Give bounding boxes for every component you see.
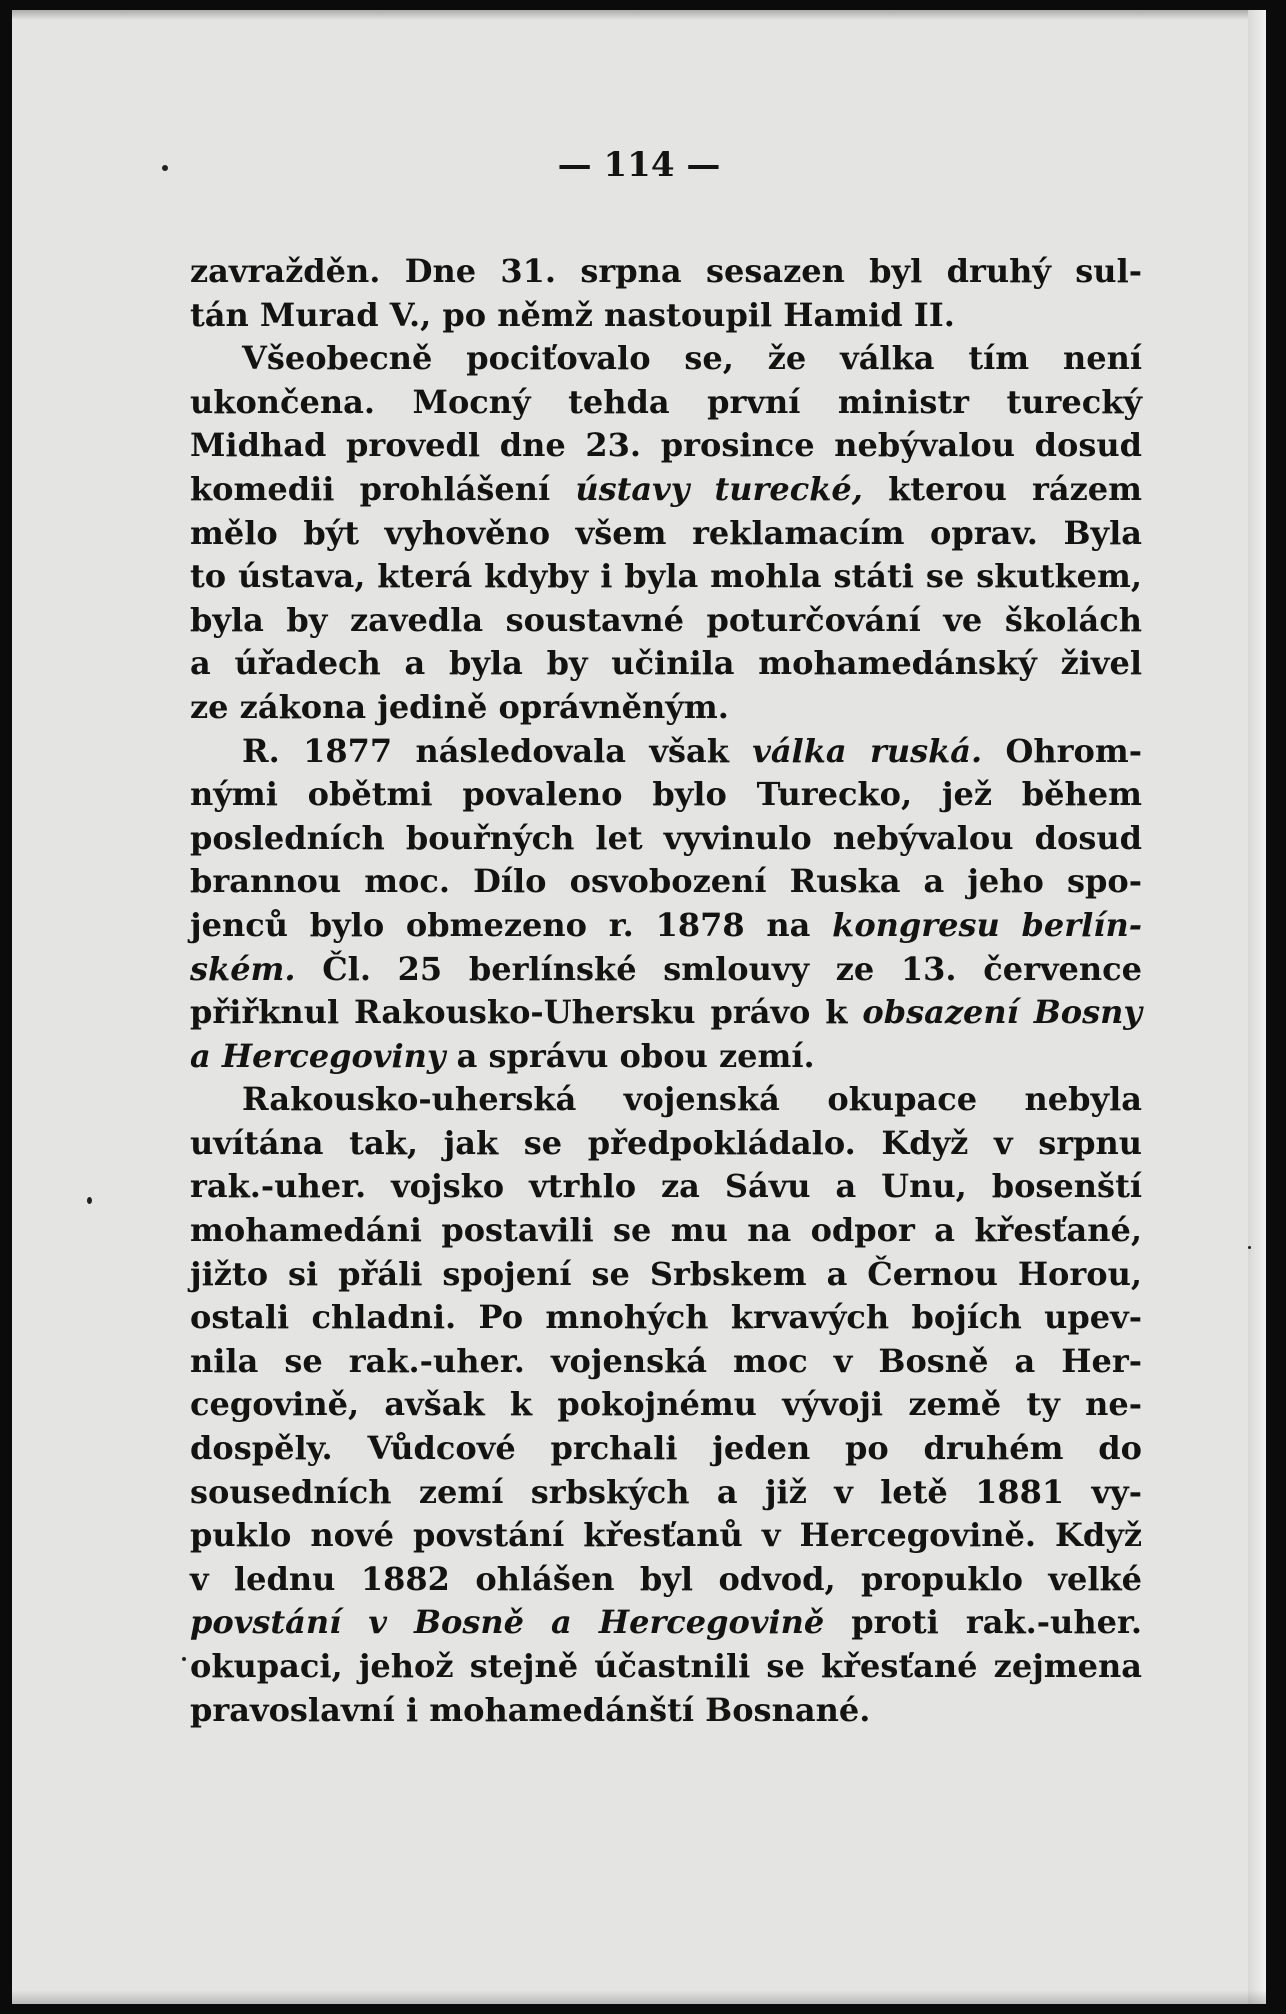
- text-line: [190, 337, 1142, 381]
- text-line: [190, 686, 1142, 730]
- text-segment: Všeobecně pociťovalo se, že válka tím není: [242, 339, 1142, 378]
- italic-text: kongresu berlín-: [832, 905, 1143, 944]
- body-text: [190, 250, 1142, 1732]
- text-line: [190, 468, 1142, 512]
- text-line: [190, 250, 1142, 294]
- italic-text: válka ruská.: [752, 731, 983, 770]
- text-segment: cegovině, avšak k pokojnému vývoji země ty ne-: [190, 1385, 1142, 1424]
- text-line: [190, 817, 1142, 861]
- text-line: [190, 1427, 1142, 1471]
- text-segment: pravoslavní i mohamedánští Bosnané.: [190, 1690, 871, 1729]
- text-segment: byla by zavedla soustavné poturčování ve školách: [190, 600, 1142, 639]
- text-segment: puklo nové povstání křesťanů v Hercegovině. Když: [190, 1516, 1142, 1555]
- text-segment: tán Murad V., po němž nastoupil Hamid II.: [190, 295, 955, 334]
- text-line: [190, 1601, 1142, 1645]
- text-segment: sousedních zemí srbských a již v letě 1881 vy-: [190, 1472, 1142, 1511]
- text-line: [190, 381, 1142, 425]
- text-segment: Ohrom-: [982, 731, 1142, 770]
- text-line: [190, 773, 1142, 817]
- text-segment: komedii prohlášení: [190, 469, 576, 508]
- text-segment: zavražděn. Dne 31. srpna sesazen byl druhý sul-: [190, 252, 1142, 290]
- text-line: [190, 1035, 1142, 1079]
- text-segment: okupaci, jehož stejně účastnili se křesťané zejmena: [190, 1647, 1142, 1685]
- bottom-edge-shadow: [12, 1990, 1266, 2004]
- text-line: [190, 904, 1142, 948]
- text-line: [190, 1645, 1142, 1689]
- text-line: [190, 860, 1142, 904]
- text-segment: jenců bylo obmezeno r. 1878 na: [190, 905, 833, 944]
- text-line: [190, 1340, 1142, 1384]
- text-segment: ukončena. Mocný tehda první ministr turecký: [190, 382, 1142, 421]
- text-line: [190, 1122, 1142, 1166]
- text-line: [190, 948, 1142, 992]
- text-line: [190, 1209, 1142, 1253]
- text-segment: kterou rázem: [862, 469, 1143, 508]
- italic-text: povstání v Bosně a Hercegovině: [190, 1603, 825, 1642]
- text-segment: rak.-uher. vojsko vtrhlo za Sávu a Unu, bosenští: [190, 1167, 1142, 1206]
- italic-text: a Hercegoviny: [190, 1036, 446, 1075]
- text-line: [190, 1296, 1142, 1340]
- text-line: [190, 642, 1142, 686]
- text-line: [190, 424, 1142, 468]
- text-line: [190, 1165, 1142, 1209]
- text-line: [190, 1471, 1142, 1515]
- italic-text: obsazení Bosny: [862, 993, 1143, 1032]
- text-line: [190, 1514, 1142, 1558]
- text-segment: nými obětmi povaleno bylo Turecko, jež během: [190, 775, 1142, 814]
- text-line: [190, 730, 1142, 774]
- text-line: [190, 294, 1142, 338]
- text-segment: mohamedáni postavili se mu na odpor a křesťané,: [190, 1211, 1142, 1250]
- text-segment: a úřadech a byla by učinila mohamedánský živel: [190, 644, 1142, 683]
- text-line: [190, 599, 1142, 643]
- text-segment: brannou moc. Dílo osvobození Ruska a jeho spo-: [190, 862, 1142, 901]
- text-line: [190, 1383, 1142, 1427]
- text-line: [190, 512, 1142, 556]
- text-segment: ostali chladni. Po mnohých krvavých bojích upev-: [190, 1298, 1142, 1337]
- print-speck: [1248, 1246, 1251, 1249]
- text-segment: posledních bouřných let vyvinulo nebývalou dosud: [190, 818, 1142, 857]
- text-line: [190, 1253, 1142, 1297]
- text-segment: přiřknul Rakousko-Uhersku právo k: [190, 993, 863, 1032]
- text-line: [190, 555, 1142, 599]
- italic-text: ském.: [190, 949, 296, 988]
- text-segment: v lednu 1882 ohlášen byl odvod, propuklo velké: [190, 1559, 1142, 1598]
- text-segment: dospěly. Vůdcové prchali jeden po druhém do: [190, 1429, 1142, 1468]
- text-segment: to ústava, která kdyby i byla mohla státi se skutkem,: [190, 557, 1142, 596]
- text-line: [190, 991, 1142, 1035]
- text-segment: ze zákona jedině oprávněným.: [190, 687, 729, 726]
- text-line: [190, 1558, 1142, 1602]
- print-speck: [87, 1197, 92, 1204]
- text-segment: jižto si přáli spojení se Srbskem a Černou Horou,: [190, 1254, 1142, 1293]
- text-line: [190, 1689, 1142, 1733]
- text-segment: nila se rak.-uher. vojenská moc v Bosně a Her-: [190, 1341, 1142, 1380]
- text-segment: proti rak.-uher.: [824, 1603, 1142, 1642]
- text-line: [190, 1078, 1142, 1122]
- print-speck: [182, 1657, 186, 1661]
- text-segment: uvítána tak, jak se předpokládalo. Když v srpnu: [190, 1123, 1142, 1162]
- text-segment: R. 1877 následovala však: [242, 731, 753, 770]
- italic-text: ústavy turecké,: [575, 469, 863, 508]
- text-segment: mělo být vyhověno všem reklamacím oprav. Byla: [190, 513, 1142, 552]
- top-edge-shadow: [12, 10, 1266, 20]
- book-page: [12, 10, 1266, 2004]
- page-right-edge: [1248, 10, 1266, 2004]
- text-segment: Rakousko-uherská vojenská okupace nebyla: [242, 1080, 1142, 1119]
- text-segment: a správu obou zemí.: [445, 1036, 815, 1075]
- text-segment: Čl. 25 berlínské smlouvy ze 13. července: [295, 949, 1142, 988]
- page-number: — 114 —: [557, 145, 721, 185]
- text-segment: Midhad provedl dne 23. prosince nebývalou dosud: [190, 426, 1142, 465]
